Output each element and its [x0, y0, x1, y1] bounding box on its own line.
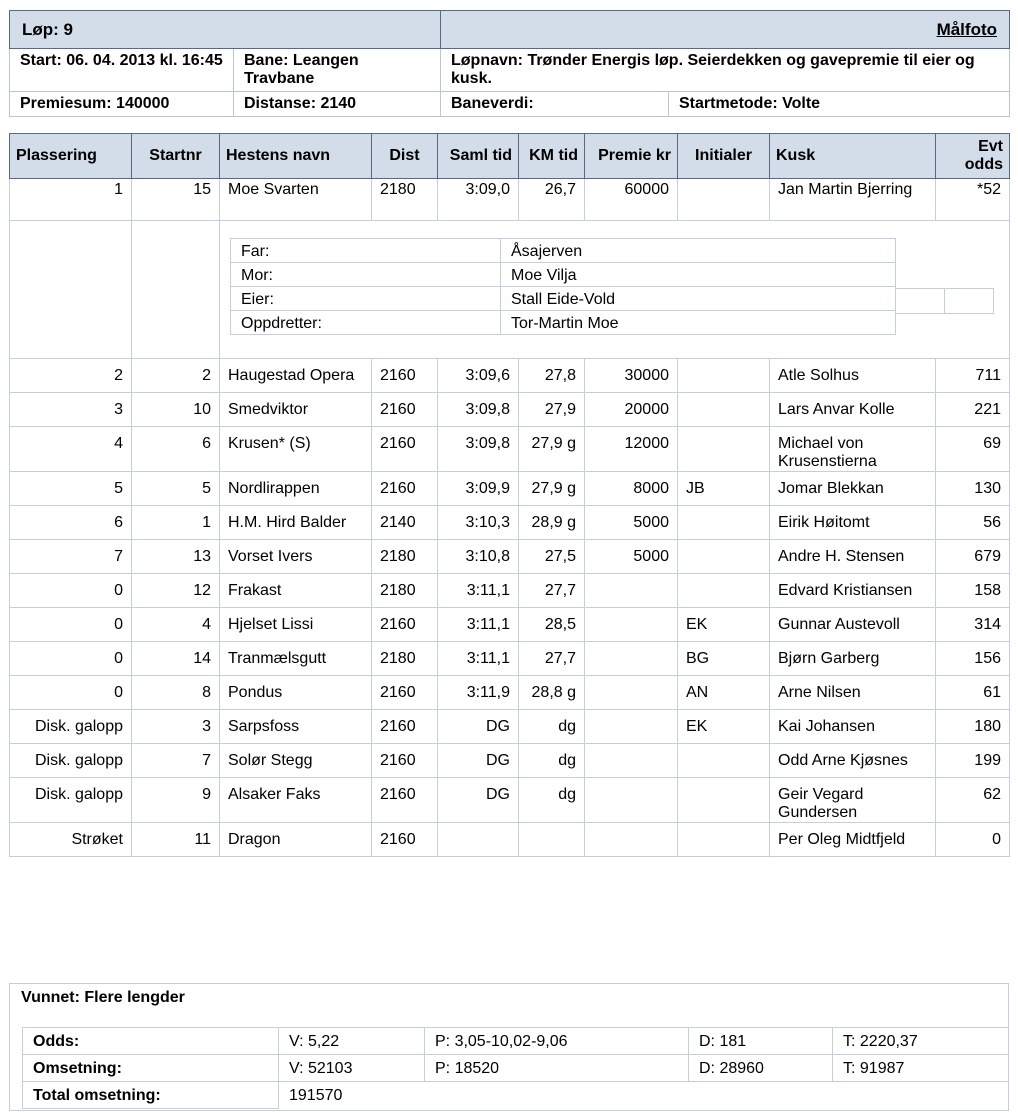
cell-km-tid: 27,8 — [519, 359, 585, 393]
pedigree-table — [230, 238, 896, 335]
cell-dist: 2160 — [372, 427, 438, 472]
cell-odds: 69 — [936, 427, 1010, 472]
cell-saml-tid: DG — [438, 744, 519, 778]
cell-premie: 12000 — [585, 427, 678, 472]
cell-plassering: Disk. galopp — [10, 744, 132, 778]
table-row — [10, 574, 1010, 608]
cell-km-tid: dg — [519, 710, 585, 744]
cell-dist: 2160 — [372, 710, 438, 744]
cell-startnr: 15 — [132, 179, 220, 221]
table-row-winner — [10, 179, 1010, 221]
cell-initialer — [678, 506, 770, 540]
cell-premie: 5000 — [585, 506, 678, 540]
cell-startnr: 12 — [132, 574, 220, 608]
total-omsetning-label: Total omsetning: — [23, 1082, 279, 1109]
cell-dist: 2160 — [372, 608, 438, 642]
cell-kusk: Michael von Krusenstierna — [770, 427, 936, 472]
cell-startnr: 4 — [132, 608, 220, 642]
omsetning-t: T: 91987 — [833, 1055, 1009, 1082]
cell-premie: 20000 — [585, 393, 678, 427]
cell-kusk: Jomar Blekkan — [770, 472, 936, 506]
cell-plassering: 6 — [10, 506, 132, 540]
cell-odds: 158 — [936, 574, 1010, 608]
total-spacer — [689, 1082, 833, 1109]
cell-km-tid: 27,5 — [519, 540, 585, 574]
cell-premie — [585, 778, 678, 823]
cell-kusk: Per Oleg Midtfjeld — [770, 823, 936, 857]
race-number: Løp: 9 — [10, 11, 441, 49]
cell-kusk: Arne Nilsen — [770, 676, 936, 710]
cell-navn: H.M. Hird Balder — [220, 506, 372, 540]
pedigree-extra-box-1 — [896, 288, 945, 314]
cell-startnr: 11 — [132, 823, 220, 857]
cell-saml-tid: 3:09,6 — [438, 359, 519, 393]
odds-label: Odds: — [23, 1028, 279, 1055]
cell-saml-tid: 3:11,1 — [438, 608, 519, 642]
cell-km-tid: dg — [519, 778, 585, 823]
cell-initialer — [678, 744, 770, 778]
cell-initialer — [678, 823, 770, 857]
cell-initialer — [678, 427, 770, 472]
cell-saml-tid: 3:09,0 — [438, 179, 519, 221]
won-by: Vunnet: Flere lengder — [21, 989, 185, 1006]
cell-plassering: 0 — [10, 574, 132, 608]
cell-saml-tid: 3:09,8 — [438, 427, 519, 472]
cell-odds: 199 — [936, 744, 1010, 778]
cell-initialer — [678, 359, 770, 393]
cell-navn: Vorset Ivers — [220, 540, 372, 574]
winner-details-row — [10, 221, 1010, 359]
race-track: Bane: Leangen Travbane — [234, 49, 441, 92]
race-name: Løpnavn: Trønder Energis løp. Seierdekken og gavepremie til eier og kusk. — [441, 49, 1010, 92]
cell-dist: 2160 — [372, 472, 438, 506]
cell-navn: Pondus — [220, 676, 372, 710]
cell-dist: 2160 — [372, 823, 438, 857]
cell-premie: 5000 — [585, 540, 678, 574]
cell-startnr: 13 — [132, 540, 220, 574]
table-row — [10, 427, 1010, 472]
cell-kusk: Bjørn Garberg — [770, 642, 936, 676]
odds-p: P: 3,05-10,02-9,06 — [425, 1028, 689, 1055]
table-row — [10, 359, 1010, 393]
details-spacer-1 — [10, 221, 132, 359]
race-track-value: Baneverdi: — [441, 92, 669, 117]
cell-premie — [585, 676, 678, 710]
table-row — [10, 823, 1010, 857]
cell-odds: 711 — [936, 359, 1010, 393]
cell-navn: Sarpsfoss — [220, 710, 372, 744]
omsetning-v: V: 52103 — [279, 1055, 425, 1082]
cell-kusk: Gunnar Austevoll — [770, 608, 936, 642]
race-start-method: Startmetode: Volte — [669, 92, 1010, 117]
cell-odds: 180 — [936, 710, 1010, 744]
cell-navn: Moe Svarten — [220, 179, 372, 221]
cell-startnr: 8 — [132, 676, 220, 710]
cell-dist: 2160 — [372, 778, 438, 823]
cell-premie — [585, 608, 678, 642]
cell-km-tid: 28,5 — [519, 608, 585, 642]
pedigree-row-mor — [231, 263, 896, 287]
cell-startnr: 5 — [132, 472, 220, 506]
cell-startnr: 1 — [132, 506, 220, 540]
pedigree-label: Oppdretter: — [231, 311, 501, 335]
cell-navn: Haugestad Opera — [220, 359, 372, 393]
cell-navn: Nordlirappen — [220, 472, 372, 506]
cell-saml-tid: DG — [438, 710, 519, 744]
cell-kusk: Andre H. Stensen — [770, 540, 936, 574]
cell-km-tid: 27,9 g — [519, 472, 585, 506]
pedigree-value: Moe Vilja — [501, 263, 896, 287]
pedigree-label: Mor: — [231, 263, 501, 287]
cell-premie — [585, 744, 678, 778]
cell-kusk: Geir Vegard Gundersen — [770, 778, 936, 823]
omsetning-row — [23, 1055, 1009, 1082]
odds-t: T: 2220,37 — [833, 1028, 1009, 1055]
cell-km-tid: dg — [519, 744, 585, 778]
cell-kusk: Kai Johansen — [770, 710, 936, 744]
cell-odds: 61 — [936, 676, 1010, 710]
odds-v: V: 5,22 — [279, 1028, 425, 1055]
pedigree-row-oppdretter — [231, 311, 896, 335]
odds-table — [22, 1027, 1009, 1109]
cell-km-tid: 27,7 — [519, 574, 585, 608]
details-spacer-2 — [132, 221, 220, 359]
cell-saml-tid: 3:09,8 — [438, 393, 519, 427]
results-header-row — [10, 134, 1010, 179]
malfoto-link[interactable]: Målfoto — [441, 11, 1010, 49]
cell-navn: Dragon — [220, 823, 372, 857]
cell-kusk: Lars Anvar Kolle — [770, 393, 936, 427]
table-row — [10, 393, 1010, 427]
winner-details-cell — [220, 221, 1010, 359]
cell-startnr: 10 — [132, 393, 220, 427]
cell-plassering: 4 — [10, 427, 132, 472]
cell-saml-tid: 3:10,3 — [438, 506, 519, 540]
race-start: Start: 06. 04. 2013 kl. 16:45 — [10, 49, 234, 92]
cell-premie — [585, 710, 678, 744]
cell-plassering: Disk. galopp — [10, 710, 132, 744]
table-row — [10, 506, 1010, 540]
cell-km-tid: 28,9 g — [519, 506, 585, 540]
odds-d: D: 181 — [689, 1028, 833, 1055]
cell-startnr: 2 — [132, 359, 220, 393]
col-saml-tid: Saml tid — [438, 134, 519, 179]
cell-odds: 156 — [936, 642, 1010, 676]
cell-km-tid — [519, 823, 585, 857]
race-distance: Distanse: 2140 — [234, 92, 441, 117]
cell-navn: Alsaker Faks — [220, 778, 372, 823]
total-omsetning-value: 191570 — [289, 1087, 343, 1105]
total-spacer — [425, 1082, 689, 1109]
col-initialer: Initialer — [678, 134, 770, 179]
odds-row — [23, 1028, 1009, 1055]
cell-dist: 2160 — [372, 744, 438, 778]
pedigree-extra-box-2 — [944, 288, 994, 314]
cell-plassering: 2 — [10, 359, 132, 393]
pedigree-value: Åsajerven — [501, 239, 896, 263]
cell-odds: 679 — [936, 540, 1010, 574]
cell-premie: 60000 — [585, 179, 678, 221]
cell-initialer: JB — [678, 472, 770, 506]
table-row — [10, 642, 1010, 676]
cell-saml-tid: 3:10,8 — [438, 540, 519, 574]
cell-initialer — [678, 393, 770, 427]
cell-odds: 314 — [936, 608, 1010, 642]
table-row — [10, 710, 1010, 744]
cell-startnr: 3 — [132, 710, 220, 744]
cell-km-tid: 27,9 g — [519, 427, 585, 472]
cell-plassering: 0 — [10, 608, 132, 642]
cell-odds: 62 — [936, 778, 1010, 823]
cell-kusk: Atle Solhus — [770, 359, 936, 393]
col-km-tid: KM tid — [519, 134, 585, 179]
cell-navn: Hjelset Lissi — [220, 608, 372, 642]
race-title-bar — [10, 11, 1010, 49]
cell-navn: Tranmælsgutt — [220, 642, 372, 676]
cell-initialer: AN — [678, 676, 770, 710]
table-row — [10, 540, 1010, 574]
pedigree-value: Stall Eide-Vold — [501, 287, 896, 311]
cell-initialer: EK — [678, 710, 770, 744]
total-spacer — [833, 1082, 1009, 1109]
cell-plassering: 3 — [10, 393, 132, 427]
table-row — [10, 744, 1010, 778]
cell-dist: 2180 — [372, 642, 438, 676]
cell-initialer — [678, 574, 770, 608]
cell-km-tid: 26,7 — [519, 179, 585, 221]
cell-premie: 30000 — [585, 359, 678, 393]
cell-dist: 2160 — [372, 359, 438, 393]
cell-premie — [585, 823, 678, 857]
cell-plassering: Disk. galopp — [10, 778, 132, 823]
cell-plassering: 5 — [10, 472, 132, 506]
table-row — [10, 608, 1010, 642]
table-row — [10, 676, 1010, 710]
omsetning-d: D: 28960 — [689, 1055, 833, 1082]
cell-saml-tid: 3:11,9 — [438, 676, 519, 710]
cell-km-tid: 27,7 — [519, 642, 585, 676]
cell-dist: 2180 — [372, 574, 438, 608]
pedigree-row-far — [231, 239, 896, 263]
cell-navn: Solør Stegg — [220, 744, 372, 778]
col-plassering: Plassering — [10, 134, 132, 179]
cell-premie — [585, 642, 678, 676]
cell-saml-tid: 3:09,9 — [438, 472, 519, 506]
cell-kusk: Odd Arne Kjøsnes — [770, 744, 936, 778]
cell-dist: 2160 — [372, 393, 438, 427]
cell-saml-tid: DG — [438, 778, 519, 823]
cell-navn: Krusen* (S) — [220, 427, 372, 472]
cell-odds: 0 — [936, 823, 1010, 857]
cell-initialer — [678, 778, 770, 823]
results-table — [9, 133, 1010, 857]
cell-navn: Smedviktor — [220, 393, 372, 427]
cell-plassering: 1 — [10, 179, 132, 221]
cell-kusk: Jan Martin Bjerring — [770, 179, 936, 221]
cell-initialer: BG — [678, 642, 770, 676]
pedigree-value: Tor-Martin Moe — [501, 311, 896, 335]
cell-startnr: 7 — [132, 744, 220, 778]
cell-premie: 8000 — [585, 472, 678, 506]
cell-odds: 221 — [936, 393, 1010, 427]
table-row — [10, 778, 1010, 823]
omsetning-label: Omsetning: — [23, 1055, 279, 1082]
cell-kusk: Eirik Høitomt — [770, 506, 936, 540]
cell-startnr: 9 — [132, 778, 220, 823]
cell-km-tid: 27,9 — [519, 393, 585, 427]
table-row — [10, 472, 1010, 506]
cell-odds: 130 — [936, 472, 1010, 506]
cell-dist: 2180 — [372, 179, 438, 221]
col-odds: Evt odds — [936, 134, 1010, 179]
cell-saml-tid: 3:11,1 — [438, 574, 519, 608]
pedigree-label: Eier: — [231, 287, 501, 311]
cell-odds: *52 — [936, 179, 1010, 221]
cell-plassering: 0 — [10, 676, 132, 710]
cell-initialer — [678, 540, 770, 574]
total-omsetning-row — [23, 1082, 1009, 1109]
race-purse: Premiesum: 140000 — [10, 92, 234, 117]
cell-premie — [585, 574, 678, 608]
cell-navn: Frakast — [220, 574, 372, 608]
col-startnr: Startnr — [132, 134, 220, 179]
cell-initialer: EK — [678, 608, 770, 642]
race-header — [9, 10, 1010, 117]
col-kusk: Kusk — [770, 134, 936, 179]
cell-odds: 56 — [936, 506, 1010, 540]
cell-startnr: 6 — [132, 427, 220, 472]
col-dist: Dist — [372, 134, 438, 179]
cell-initialer — [678, 179, 770, 221]
col-navn: Hestens navn — [220, 134, 372, 179]
race-summary — [9, 983, 1009, 1111]
omsetning-p: P: 18520 — [425, 1055, 689, 1082]
cell-plassering: 7 — [10, 540, 132, 574]
cell-saml-tid: 3:11,1 — [438, 642, 519, 676]
cell-saml-tid — [438, 823, 519, 857]
col-premie: Premie kr — [585, 134, 678, 179]
pedigree-row-eier — [231, 287, 896, 311]
cell-plassering: 0 — [10, 642, 132, 676]
cell-kusk: Edvard Kristiansen — [770, 574, 936, 608]
cell-startnr: 14 — [132, 642, 220, 676]
cell-dist: 2140 — [372, 506, 438, 540]
pedigree-label: Far: — [231, 239, 501, 263]
cell-km-tid: 28,8 g — [519, 676, 585, 710]
cell-dist: 2160 — [372, 676, 438, 710]
cell-plassering: Strøket — [10, 823, 132, 857]
cell-dist: 2180 — [372, 540, 438, 574]
